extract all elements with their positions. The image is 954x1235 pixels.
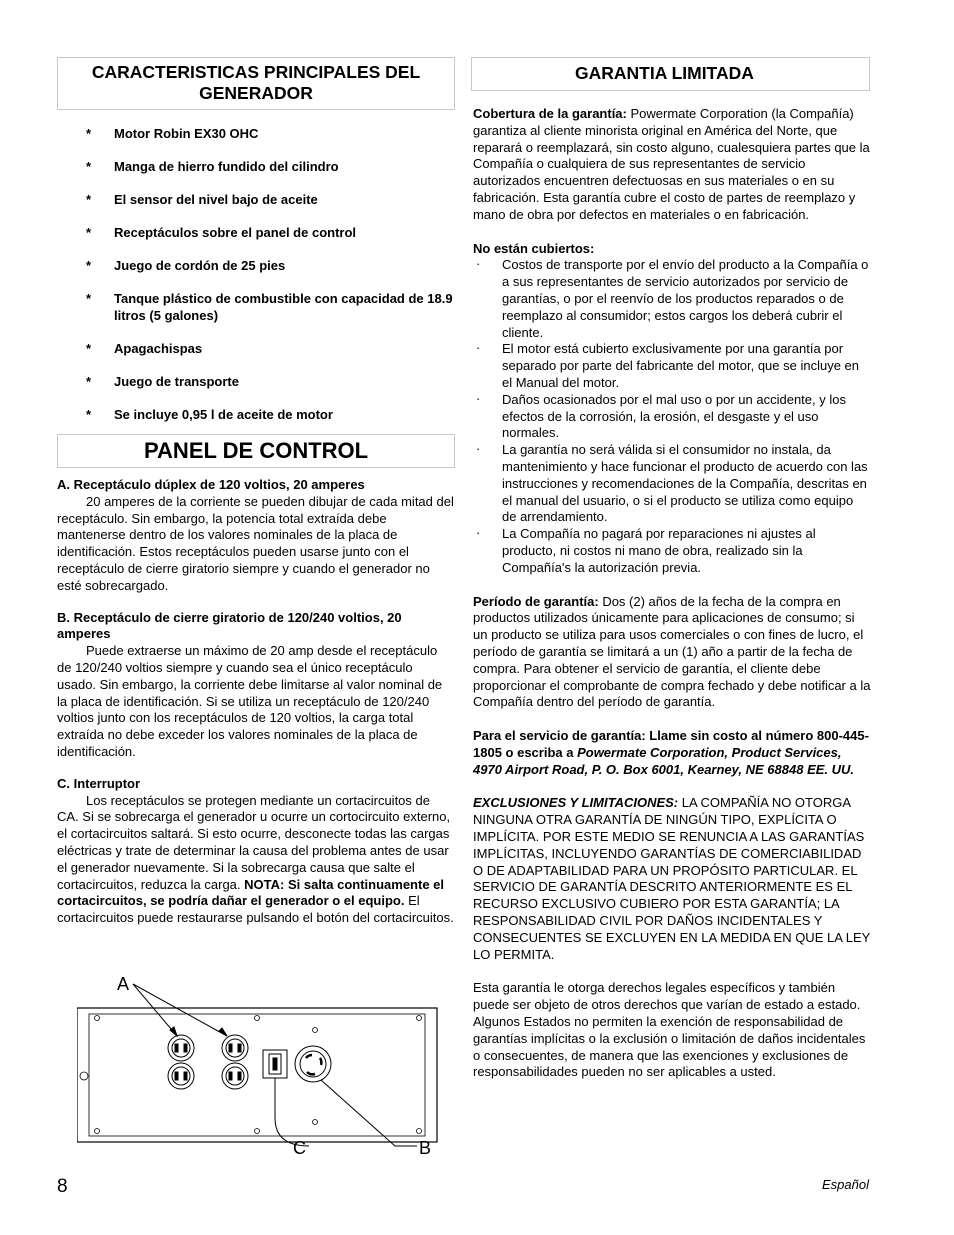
not-covered-label: No están cubiertos: (473, 240, 595, 256)
bullet-star: * (86, 341, 92, 356)
feature-item (57, 340, 455, 357)
not-covered-item (473, 341, 871, 391)
coverage-label: Cobertura de la garantía: (473, 106, 627, 121)
label-b: B (419, 1138, 432, 1158)
bullet-star: * (86, 126, 92, 141)
not-covered-text: Daños ocasionados por el mal uso o por un accidente, y los efectos de la corrosión, la erosión, el desgaste y el uso normales. (502, 391, 846, 441)
service-paragraph (473, 728, 871, 778)
not-covered-item (473, 442, 871, 526)
feature-item (57, 290, 455, 324)
section-c-text: Los receptáculos se protegen mediante un cortacircuitos de CA. Si se sobrecarga el generador u ocurre un cortocircuito externo, el cortacircuitos saltará. Si esto ocurre, desconecte todas las cargas eléctricas y trate de determinar la causa del problema antes de usar el generador nuevamente. Si la sobrecarga causa que salte el cortacircuitos, reduzca la carga. (57, 792, 451, 892)
exclusions-label: EXCLUSIONES Y LIMITACIONES: (473, 795, 679, 811)
panel-sections (57, 477, 455, 927)
feature-item (57, 224, 455, 241)
coverage-paragraph (473, 106, 871, 224)
section-a-heading: A. Receptáculo dúplex de 120 voltios, 20 amperes (57, 477, 365, 492)
bullet-star: * (86, 291, 92, 306)
bullet-dot: · (476, 340, 481, 356)
feature-item (57, 257, 455, 274)
feature-text: Apagachispas (114, 341, 203, 356)
feature-text: Tanque plástico de combustible con capacidad de 18.9 litros (5 galones) (114, 291, 453, 323)
feature-text: Juego de transporte (114, 374, 239, 389)
service-address: Powermate Corporation, Product Services, 4970 Airport Road, P. O. Box 6001, Kearney, NE 68848 EE. UU. (473, 744, 855, 777)
warranty-heading-box (471, 57, 870, 91)
section-c-heading: C. Interruptor (57, 775, 141, 791)
section-b (57, 610, 455, 761)
feature-item (57, 373, 455, 390)
feature-item (57, 406, 455, 423)
section-c (57, 776, 455, 927)
features-title: CARACTERISTICAS PRINCIPALES DEL GENERADOR (91, 62, 421, 103)
feature-item (57, 191, 455, 208)
not-covered-item (473, 257, 871, 341)
breaker-icon (263, 1050, 287, 1078)
features-heading-box (57, 57, 455, 110)
feature-item (57, 158, 455, 175)
control-panel-diagram (77, 968, 457, 1168)
period-text: Dos (2) años de la fecha de la compra en productos utilizados únicamente para aplicaciones de consumo; si un producto se utiliza para usos comerciales o con fines de lucro, el período de garantía se limitará a un (1) año a partir de la fecha de compra. Para obtener el servicio de garantía, el cliente debe proporcionar el comprobante de compra fechado y debe notificar a la Compañía dentro del período de garantía. (473, 593, 871, 710)
bullet-star: * (86, 258, 92, 273)
panel-title: PANEL DE CONTROL (144, 438, 369, 463)
coverage-text: Powermate Corporation (la Compañía) garantiza al cliente minorista original en América del Norte, que reparará o reemplazará, sin costo alguno, cualesquiera partes que la Compañía o cualquiera de sus representantes de servicio autorizados encuentren defectuosas en sus materiales o en su fabricación. Esta garantía cubre el costo de partes de reemplazo y mano de obra por defectos en materiales o en fabricación. (473, 106, 870, 222)
section-b-heading: B. Receptáculo de cierre giratorio de 120/240 voltios, 20 amperes (57, 609, 402, 642)
period-label: Período de garantía: (473, 593, 599, 609)
duplex-receptacle-icon (168, 1035, 248, 1089)
service-text: Para el servicio de garantía: Llame sin costo al número 800-445-1805 o escriba a (473, 728, 869, 760)
not-covered-item (473, 392, 871, 442)
bullet-dot: · (476, 525, 481, 541)
warranty-title: GARANTIA LIMITADA (575, 63, 754, 83)
bullet-star: * (86, 192, 92, 207)
feature-text: Motor Robin EX30 OHC (114, 126, 259, 141)
bullet-dot: · (476, 256, 481, 272)
twist-lock-receptacle-icon (295, 1046, 331, 1082)
not-covered-text: El motor está cubierto exclusivamente por una garantía por separado por parte del fabricante del motor, que se incluye en el Manual del motor. (502, 341, 860, 390)
section-c-body (57, 793, 455, 927)
bullet-star: * (86, 159, 92, 174)
features-list (57, 125, 455, 439)
not-covered-list (473, 257, 871, 576)
bullet-star: * (86, 374, 92, 389)
bullet-star: * (86, 225, 92, 240)
not-covered-text: Costos de transporte por el envío del producto a la Compañía o a sus representantes de servicio autorizados por servicio de garantías, o por el reenvío de los productos reparados o de reemplazo al consumidor; estos cargos los deberá cubrir el cliente. (502, 257, 869, 340)
section-a-body: 20 amperes de la corriente se pueden dibujar de cada mitad del receptáculo. Sin embargo, la potencia total extraída debe mantenerse dentro de los valores nominales de la placa de identificación. Estos receptáculos pueden usarse junto con el receptáculo de cierre giratorio siempre y cuando el generador no esté sobrecargado. (57, 493, 454, 593)
not-covered-item (473, 526, 871, 576)
warranty-body (473, 106, 871, 1081)
feature-text: Manga de hierro fundido del cilindro (114, 159, 339, 174)
panel-heading-box (57, 434, 455, 468)
period-paragraph (473, 594, 871, 712)
page-number: 8 (57, 1176, 68, 1197)
feature-text: Receptáculos sobre el panel de control (114, 225, 357, 240)
exclusions-paragraph (473, 795, 871, 963)
section-b-body: Puede extraerse un máximo de 20 amp desde el receptáculo de 120/240 voltios siempre y cuando sea el único receptáculo usado. Sin embargo, la corriente debe limitarse al valor nominal de la placa de identificación. Si se utiliza un receptáculo de 120/240 voltios junto con los receptáculos de 120 voltios, la carga total extraída no debe exceder los valores nominales de la placa de identificación. (57, 643, 443, 759)
feature-text: Se incluye 0,95 l de aceite de motor (114, 407, 333, 422)
feature-text: Juego de cordón de 25 pies (114, 258, 286, 273)
section-a (57, 477, 455, 595)
feature-text: El sensor del nivel bajo de aceite (114, 192, 318, 207)
bullet-dot: · (476, 390, 481, 406)
section-c-note-rest: El cortacircuitos puede restaurarse pulsando el botón del cortacircuitos. (57, 893, 454, 926)
bullet-star: * (86, 407, 92, 422)
label-a: A (117, 974, 130, 994)
not-covered-text: La garantía no será válida si el consumidor no instala, da mantenimiento y hace funcionar el producto de acuerdo con las instrucciones y recomendaciones de la Compañía, descritas en el manual del usuario, o si el producto se utiliza como equipo de arrendamiento. (502, 442, 868, 525)
label-c: C (293, 1138, 306, 1158)
feature-item (57, 125, 455, 142)
section-c-note: NOTA: Si salta continuamente el cortacircuitos, se podría dañar el generador o el equipo. (57, 876, 445, 909)
not-covered-text: La Compañía no pagará por reparaciones ni ajustes al producto, ni costos ni mano de obra, realizado sin la Compañía's la autorización previa. (502, 526, 816, 575)
footer-language: Español (822, 1177, 869, 1192)
rights-paragraph: Esta garantía le otorga derechos legales específicos y también puede ser objeto de otros derechos que varían de estado a estado. Algunos Estados no permiten la exención de responsabilidad de garantías implícitas o la exclusión o limitación de daños incidentales o consecuentes, de manera que las exenciones y exclusiones de responsabilidades pueden no ser aplicables a usted. (473, 980, 866, 1080)
bullet-dot: · (476, 441, 481, 457)
exclusions-text: LA COMPAÑÍA NO OTORGA NINGUNA OTRA GARANTÍA DE NINGÚN TIPO, EXPLÍCITA O IMPLÍCITA. POR ESTE MEDIO SE RENUNCIA A LAS GARANTÍAS IMPLÍCITAS, INCLUYENDO GARANTÍAS DE COMERCIABILIDAD O DE ADAPTABILIDAD PARA UN PROPÓSITO PARTICULAR. EL SERVICIO DE GARANTÍA DESCRITO ANTERIORMENTE ES EL RECURSO EXCLUSIVO CUBIERO POR ESTA GARANTÍA; LA RESPONSABILIDAD CIVIL POR DAÑOS INCIDENTALES Y CONSECUENTES SE EXCLUYEN EN LA MEDIDA EN QUE LA LEY LO PERMITA. (473, 795, 871, 962)
